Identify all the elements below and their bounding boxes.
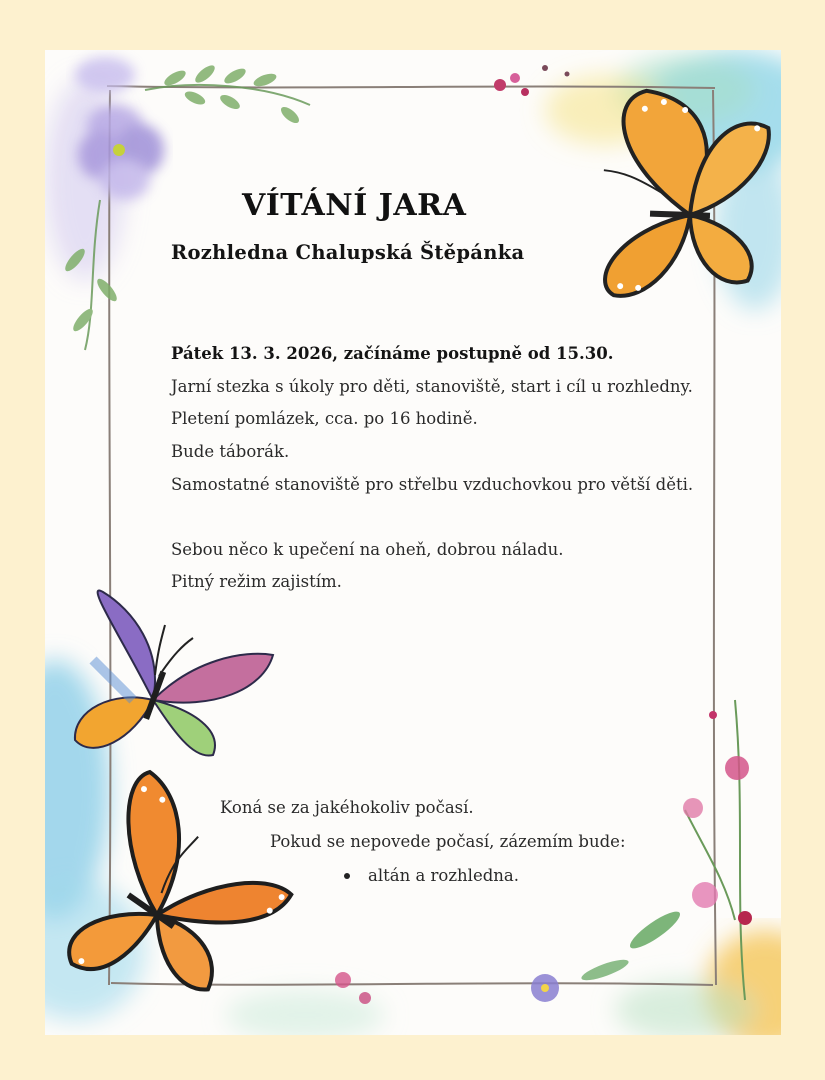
program-item: Bude táborák. bbox=[171, 442, 290, 461]
weather-note: Koná se za jakéhokoliv počasí. bbox=[220, 798, 474, 817]
fallback-list-item bbox=[368, 866, 519, 885]
program-item: Samostatné stanoviště pro střelbu vzduchovkou pro větší děti. bbox=[171, 475, 694, 494]
poster-subtitle: Rozhledna Chalupská Štěpánka bbox=[171, 241, 525, 264]
invitation-sheet bbox=[45, 50, 781, 1035]
watercolor-wash-left bbox=[45, 80, 145, 1020]
poster-title: VÍTÁNÍ JARA bbox=[242, 188, 467, 223]
program-item: Jarní stezka s úkoly pro děti, stanoviště, start i cíl u rozhledny. bbox=[171, 377, 693, 396]
flower-icon bbox=[335, 700, 752, 1004]
program-item: Pletení pomlázek, cca. po 16 hodině. bbox=[171, 409, 478, 428]
fallback-list-item-text: altán a rozhledna. bbox=[368, 866, 519, 885]
note-item: Pitný režim zajistím. bbox=[171, 572, 342, 591]
butterfly-rainbow-icon bbox=[75, 590, 273, 755]
fallback-note: Pokud se nepovede počasí, zázemím bude: bbox=[270, 832, 626, 851]
event-date-line: Pátek 13. 3. 2026, začínáme postupně od 15.30. bbox=[171, 344, 614, 363]
bullet-icon bbox=[344, 873, 350, 879]
note-item: Sebou něco k upečení na oheň, dobrou náladu. bbox=[171, 540, 564, 559]
